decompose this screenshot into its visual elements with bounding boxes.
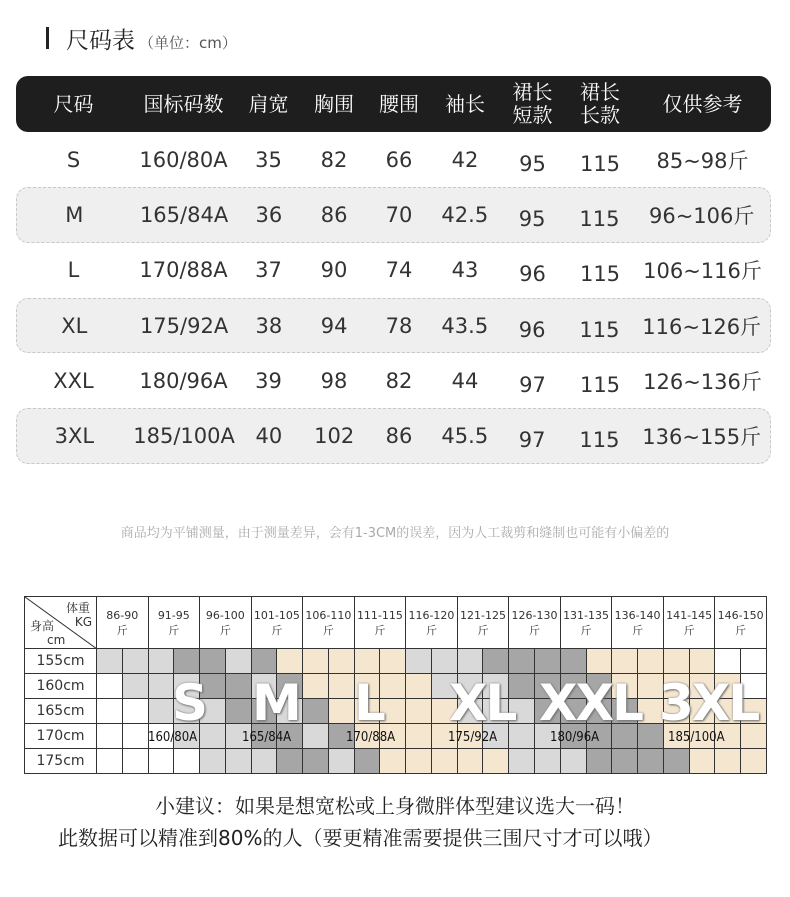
size-cell: 96 [518, 317, 546, 342]
grid-cell [251, 724, 277, 749]
grid-cell [715, 674, 741, 699]
grid-cell [122, 649, 148, 674]
size-row [16, 243, 771, 298]
grid-cell [457, 749, 483, 774]
size-header-cell [301, 93, 367, 116]
size-cell: 97 [518, 428, 546, 453]
size-cell: 116~126斤 [642, 314, 762, 339]
size-row [16, 408, 771, 463]
weight-range-header [509, 597, 561, 649]
grid-cell [380, 724, 406, 749]
grid-cell [689, 724, 715, 749]
grid-cell [663, 749, 689, 774]
size-cell: XL [61, 313, 88, 338]
jin-unit-label: 斤 [529, 623, 541, 637]
size-overlay-label: M [252, 674, 300, 732]
size-header-text: 胸围 [314, 91, 354, 116]
jin-unit-label: 斤 [374, 623, 386, 637]
size-code-label: 160/80A [148, 730, 198, 745]
size-cell: 97 [519, 372, 546, 397]
grid-cell [380, 699, 406, 724]
grid-cell [225, 749, 251, 774]
weight-range-label: 86-90 [106, 608, 139, 622]
size-cell: 95 [519, 151, 546, 176]
grid-cell [200, 699, 226, 724]
weight-range-header [251, 597, 303, 649]
weight-range-label: 121-125 [460, 608, 506, 622]
size-header-cell [131, 93, 236, 116]
size-cell: 175/92A [139, 313, 229, 338]
grid-cell [277, 674, 303, 699]
grid-cell [509, 649, 535, 674]
grid-cell [612, 649, 638, 674]
size-cell: 82 [320, 147, 348, 172]
weight-range-label: 131-135 [563, 608, 610, 622]
grid-cell [663, 674, 689, 699]
size-row [16, 298, 771, 353]
grid-cell [612, 699, 638, 724]
height-label: 175cm [25, 749, 97, 774]
weight-range-label: 111-115 [356, 608, 403, 622]
weight-range-label: 96-100 [205, 608, 245, 622]
grid-cell [303, 649, 329, 674]
grid-cell [431, 649, 457, 674]
weight-range-label: 101-105 [253, 608, 300, 622]
size-header-text: 短款 [512, 103, 553, 127]
size-cell: 42 [451, 147, 479, 172]
advice-line-2: 此数据可以精准到80%的人（要更精准需要提供三围尺寸才可以哦） [58, 826, 663, 850]
grid-height-row [25, 699, 767, 724]
grid-cell [251, 749, 277, 774]
grid-cell [225, 649, 251, 674]
corner-cm-label: cm [47, 633, 66, 647]
size-cell: 115 [579, 372, 621, 397]
grid-cell [535, 724, 561, 749]
weight-height-grid [24, 596, 766, 773]
size-table [16, 76, 771, 464]
grid-cell [483, 674, 509, 699]
weight-range-label: 136-140 [614, 608, 661, 622]
grid-cell [509, 749, 535, 774]
size-cell: M [65, 202, 84, 227]
grid-cell [689, 749, 715, 774]
grid-cell [148, 699, 174, 724]
size-cell: 115 [579, 206, 620, 231]
grid-cell [148, 749, 174, 774]
grid-cell [174, 649, 200, 674]
grid-height-row [25, 649, 767, 674]
size-cell: 115 [579, 317, 620, 342]
grid-cell [277, 649, 303, 674]
height-label: 155cm [25, 649, 97, 674]
grid-cell [560, 649, 586, 674]
grid-cell [586, 699, 612, 724]
grid-cell [303, 749, 329, 774]
grid-cell [97, 674, 123, 699]
grid-cell [741, 724, 767, 749]
size-cell: 43 [451, 258, 479, 283]
weight-height-table [24, 596, 767, 774]
grid-cell [638, 674, 664, 699]
grid-cell [638, 724, 664, 749]
grid-cell [354, 674, 380, 699]
size-header-text: 仅供参考 [662, 91, 743, 116]
grid-cell [560, 724, 586, 749]
weight-range-label: 126-130 [511, 608, 558, 622]
size-cell: 102 [314, 424, 355, 449]
grid-cell [328, 724, 354, 749]
weight-range-label: 106-110 [305, 608, 352, 622]
grid-height-row [25, 674, 767, 699]
grid-cell [741, 649, 767, 674]
grid-cell [251, 649, 277, 674]
grid-cell [612, 674, 638, 699]
size-cell: 95 [518, 206, 546, 231]
grid-cell [509, 724, 535, 749]
grid-cell [354, 699, 380, 724]
grid-cell [148, 649, 174, 674]
grid-cell [535, 749, 561, 774]
size-cell: 106~116斤 [643, 259, 762, 284]
size-cell: S [66, 147, 81, 172]
grid-cell [457, 674, 483, 699]
grid-cell [741, 749, 767, 774]
grid-cell [200, 674, 226, 699]
grid-cell [174, 674, 200, 699]
jin-unit-label: 斤 [683, 623, 695, 637]
size-header-text: 裙长 [512, 80, 553, 104]
grid-cell [689, 649, 715, 674]
grid-cell [689, 699, 715, 724]
size-row [16, 187, 771, 242]
grid-cell [535, 699, 561, 724]
size-header-text: 长款 [580, 103, 620, 127]
size-header-text: 尺码 [53, 91, 94, 116]
grid-cell [200, 749, 226, 774]
size-overlay-label: S [172, 674, 207, 732]
grid-cell [612, 749, 638, 774]
size-cell: 45.5 [441, 424, 489, 449]
size-cell: 96~106斤 [648, 203, 755, 228]
grid-cell [380, 749, 406, 774]
size-code-label: 175/92A [448, 730, 498, 745]
weight-range-header [663, 597, 715, 649]
weight-range-label: 91-95 [157, 608, 190, 622]
size-cell: 38 [255, 313, 283, 338]
size-cell: 70 [385, 202, 413, 227]
size-table-header [16, 76, 771, 132]
size-cell: 3XL [54, 424, 95, 449]
weight-range-header [200, 597, 252, 649]
weight-range-label: 116-120 [408, 608, 455, 622]
size-cell: 44 [451, 368, 479, 393]
grid-cell [535, 674, 561, 699]
size-cell: 115 [579, 151, 621, 176]
size-cell: 39 [255, 368, 282, 393]
grid-cell [148, 724, 174, 749]
jin-unit-label: 斤 [632, 623, 644, 637]
grid-cell [174, 749, 200, 774]
size-overlay-label: 3XL [659, 674, 759, 732]
grid-cell [225, 699, 251, 724]
size-cell: 78 [385, 313, 413, 338]
grid-cell [586, 749, 612, 774]
grid-cell [406, 674, 432, 699]
jin-unit-label: 斤 [425, 623, 437, 637]
grid-cell [97, 699, 123, 724]
grid-cell [586, 674, 612, 699]
height-label: 170cm [25, 724, 97, 749]
grid-cell [689, 674, 715, 699]
measurement-note: 商品均为平铺测量，由于测量差异，会有1-3CM的误差，因为人工裁剪和缝制也可能有小偏差的 [120, 526, 670, 541]
weight-range-header [560, 597, 612, 649]
size-cell: 170/88A [139, 258, 228, 283]
size-header-cell [236, 93, 301, 116]
weight-range-label: 146-150 [717, 608, 764, 622]
jin-unit-label: 斤 [116, 623, 128, 637]
grid-cell [560, 699, 586, 724]
grid-cell [509, 699, 535, 724]
grid-cell [431, 724, 457, 749]
weight-range-header [457, 597, 509, 649]
grid-cell [328, 699, 354, 724]
grid-cell [741, 674, 767, 699]
jin-unit-label: 斤 [477, 623, 489, 637]
grid-cell [406, 649, 432, 674]
grid-cell [174, 724, 200, 749]
jin-unit-label: 斤 [271, 623, 283, 637]
grid-cell [148, 674, 174, 699]
size-header-cell [16, 93, 131, 116]
grid-cell [457, 724, 483, 749]
grid-cell [200, 724, 226, 749]
size-cell: 165/84A [139, 202, 229, 227]
grid-cell [328, 749, 354, 774]
size-header-cell [566, 81, 634, 127]
grid-cell [406, 724, 432, 749]
jin-unit-label: 斤 [735, 623, 747, 637]
size-header-text: 肩宽 [248, 91, 289, 116]
size-cell: 36 [255, 202, 283, 227]
size-cell: 86 [320, 202, 348, 227]
advice-line-1: 小建议：如果是想宽松或上身微胖体型建议选大一码！ [155, 794, 635, 818]
grid-cell [328, 674, 354, 699]
size-cell: 90 [320, 258, 348, 283]
size-cell: 42.5 [441, 202, 489, 227]
grid-cell [638, 649, 664, 674]
size-header-cell [431, 93, 499, 116]
grid-cell [715, 724, 741, 749]
size-row [16, 353, 771, 408]
grid-cell [97, 649, 123, 674]
grid-cell [741, 699, 767, 724]
corner-weight-label: 体重 [65, 601, 90, 615]
jin-unit-label: 斤 [580, 623, 592, 637]
grid-cell [663, 649, 689, 674]
title-text: 尺码表 [66, 28, 135, 54]
size-cell: 115 [579, 262, 621, 287]
weight-range-header [97, 597, 149, 649]
grid-cell [97, 749, 123, 774]
grid-cell [715, 699, 741, 724]
size-cell: 115 [579, 428, 620, 453]
jin-unit-label: 斤 [219, 623, 231, 637]
grid-cell [122, 724, 148, 749]
jin-unit-label: 斤 [322, 623, 334, 637]
grid-cell [483, 649, 509, 674]
size-header-text: 国标码数 [143, 91, 224, 116]
height-label: 160cm [25, 674, 97, 699]
size-cell: 86 [385, 424, 413, 449]
grid-cell [586, 649, 612, 674]
grid-cell [663, 699, 689, 724]
grid-cell [303, 724, 329, 749]
grid-cell [354, 724, 380, 749]
weight-range-header [612, 597, 664, 649]
corner-height-label: 身高 [30, 619, 55, 633]
size-header-cell [499, 81, 566, 127]
grid-cell [277, 749, 303, 774]
grid-cell [431, 749, 457, 774]
grid-cell [122, 749, 148, 774]
grid-cell [251, 699, 277, 724]
size-cell: 160/80A [139, 147, 228, 172]
grid-cell [638, 749, 664, 774]
corner-kg-label: KG [74, 615, 92, 629]
size-cell: 37 [255, 258, 282, 283]
grid-cell [663, 724, 689, 749]
size-cell: 85~98斤 [656, 148, 749, 173]
grid-cell [483, 749, 509, 774]
size-row [16, 132, 771, 187]
grid-cell [509, 674, 535, 699]
grid-cell [612, 724, 638, 749]
grid-cell [715, 649, 741, 674]
size-code-label: 185/100A [668, 730, 725, 745]
weight-range-header [303, 597, 355, 649]
grid-cell [122, 699, 148, 724]
grid-cell [483, 724, 509, 749]
size-code-label: 165/84A [242, 730, 292, 745]
jin-unit-label: 斤 [168, 623, 180, 637]
grid-corner-cell [25, 597, 97, 649]
grid-cell [277, 724, 303, 749]
grid-cell [303, 674, 329, 699]
grid-height-row [25, 749, 767, 774]
grid-cell [303, 699, 329, 724]
page-title [66, 22, 237, 55]
weight-range-header [406, 597, 458, 649]
weight-range-header [354, 597, 406, 649]
grid-cell [586, 724, 612, 749]
height-label: 165cm [25, 699, 97, 724]
size-header-text: 袖长 [445, 91, 485, 116]
grid-cell [380, 649, 406, 674]
size-cell: 180/96A [139, 368, 228, 393]
size-cell: 98 [320, 368, 348, 393]
grid-cell [225, 674, 251, 699]
grid-cell [715, 749, 741, 774]
grid-cell [277, 699, 303, 724]
grid-cell [225, 724, 251, 749]
grid-cell [174, 699, 200, 724]
title-accent-bar [46, 27, 49, 49]
size-cell: 40 [255, 424, 283, 449]
grid-cell [457, 699, 483, 724]
size-header-text: 腰围 [379, 91, 419, 116]
size-cell: XXL [53, 368, 94, 393]
size-header-text: 裙长 [580, 80, 620, 104]
grid-cell [406, 749, 432, 774]
grid-cell [457, 649, 483, 674]
grid-cell [328, 649, 354, 674]
grid-cell [431, 674, 457, 699]
size-cell: 35 [255, 147, 282, 172]
size-cell: L [67, 258, 80, 283]
grid-cell [638, 699, 664, 724]
grid-cell [406, 699, 432, 724]
grid-cell [97, 724, 123, 749]
grid-cell [535, 649, 561, 674]
grid-cell [483, 699, 509, 724]
size-cell: 66 [385, 147, 413, 172]
weight-range-header [715, 597, 767, 649]
size-header-cell [634, 93, 771, 116]
grid-cell [354, 749, 380, 774]
grid-cell [560, 674, 586, 699]
grid-cell [560, 749, 586, 774]
size-cell: 136~155斤 [642, 425, 762, 450]
size-overlay-label: XXL [539, 674, 642, 732]
grid-cell [122, 674, 148, 699]
grid-height-row [25, 724, 767, 749]
grid-cell [380, 674, 406, 699]
size-cell: 82 [385, 368, 413, 393]
grid-cell [200, 649, 226, 674]
size-header-cell [367, 93, 431, 116]
weight-range-header [148, 597, 200, 649]
size-cell: 96 [519, 262, 546, 287]
size-code-label: 170/88A [346, 730, 396, 745]
size-overlay-label: L [354, 674, 384, 732]
size-overlay-label: XL [449, 674, 516, 732]
grid-cell [431, 699, 457, 724]
size-cell: 74 [385, 258, 413, 283]
size-cell: 43.5 [441, 313, 489, 338]
grid-cell [251, 674, 277, 699]
title-unit: （单位：cm） [139, 34, 237, 52]
size-cell: 94 [320, 313, 348, 338]
size-cell: 185/100A [133, 424, 235, 449]
weight-range-label: 141-145 [666, 608, 713, 622]
size-cell: 126~136斤 [643, 369, 762, 394]
grid-header-row [25, 597, 767, 649]
grid-cell [354, 649, 380, 674]
size-code-label: 180/96A [550, 730, 600, 745]
